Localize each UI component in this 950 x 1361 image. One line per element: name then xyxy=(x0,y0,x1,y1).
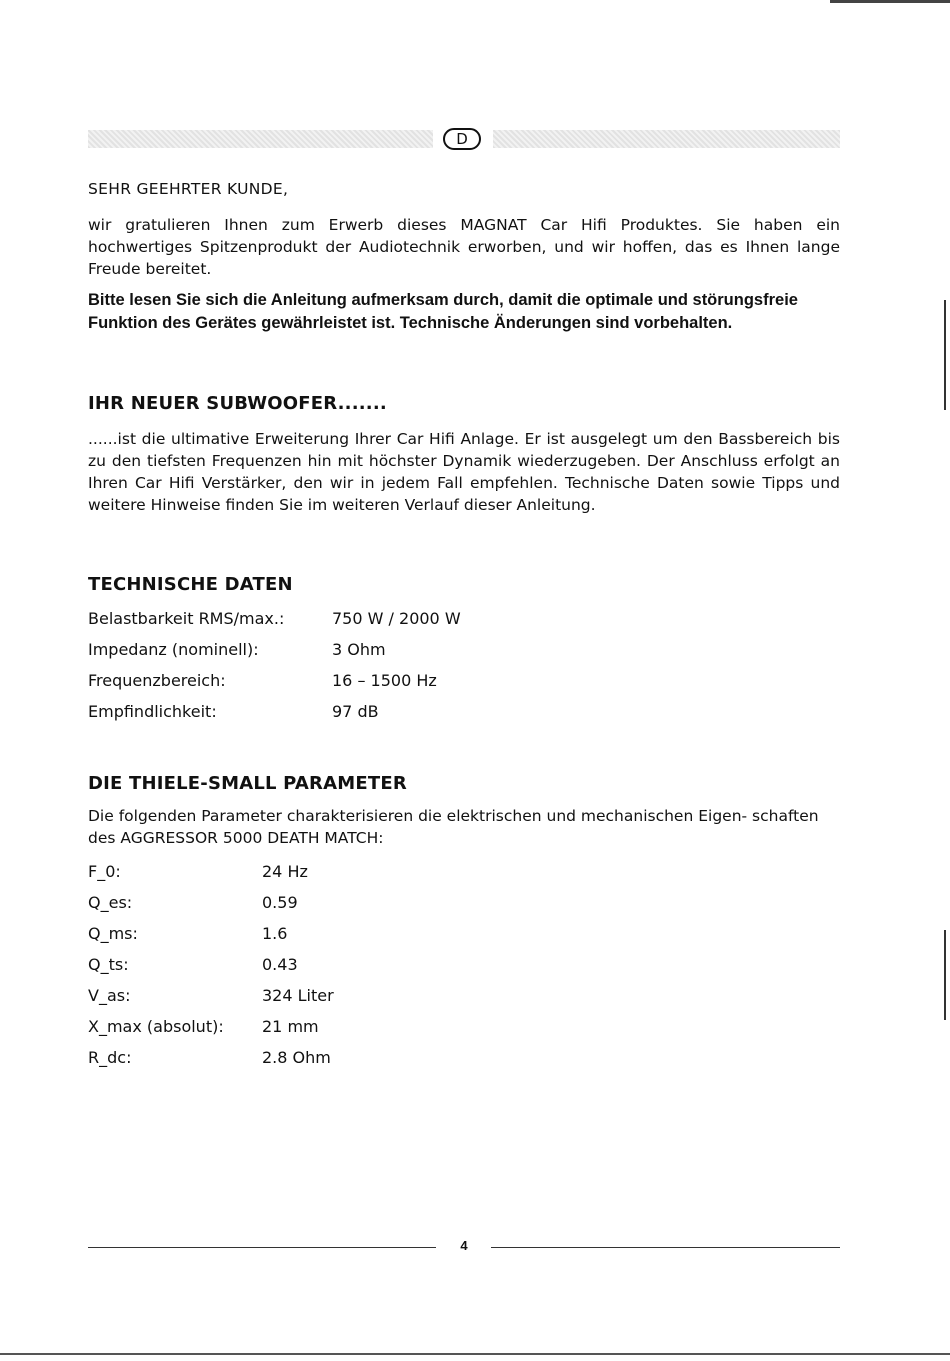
param-value: 21 mm xyxy=(262,1017,319,1036)
header-band-left xyxy=(88,130,433,148)
footer-rule-left xyxy=(88,1247,436,1248)
param-label: R_dc: xyxy=(88,1048,132,1067)
spec-value: 16 – 1500 Hz xyxy=(332,671,437,690)
scan-edge-right xyxy=(944,300,946,410)
scan-edge-bottom xyxy=(0,1353,950,1355)
param-value: 24 Hz xyxy=(262,862,308,881)
param-value: 0.43 xyxy=(262,955,298,974)
page-number: 4 xyxy=(460,1238,468,1253)
section-heading-subwoofer: IHR NEUER SUBWOOFER....... xyxy=(88,393,387,414)
language-badge: D xyxy=(443,128,481,150)
table-row xyxy=(88,887,334,918)
spec-value: 750 W / 2000 W xyxy=(332,609,461,628)
table-row xyxy=(88,949,334,980)
param-label: Q_ms: xyxy=(88,924,138,943)
param-label: Q_es: xyxy=(88,893,133,912)
param-label: Q_ts: xyxy=(88,955,129,974)
table-row xyxy=(88,918,334,949)
footer-rule-right xyxy=(491,1247,840,1248)
param-value: 324 Liter xyxy=(262,986,334,1005)
spec-label: Empfindlichkeit: xyxy=(88,702,217,721)
subwoofer-paragraph: ......ist die ultimative Erweiterung Ihrer Car Hifi Anlage. Er ist ausgelegt um den Bassbereich bis zu den tiefsten Frequenzen hin mit höchster Dynamik wiederzugeben. Der Anschluss erfolgt an Ihren Car Hifi Verstärker, den wir in jedem Fall empfehlen. Technische Daten sowie Tipps und weitere Hinweise finden Sie im weiteren Verlauf dieser Anleitung. xyxy=(88,430,840,514)
technical-data-table xyxy=(88,603,461,727)
param-value: 1.6 xyxy=(262,924,288,943)
spec-value: 3 Ohm xyxy=(332,640,386,659)
page-footer xyxy=(88,1238,840,1258)
param-label: V_as: xyxy=(88,986,131,1005)
table-row xyxy=(88,980,334,1011)
section-heading-technical-data: TECHNISCHE DATEN xyxy=(88,574,293,595)
scan-edge-top xyxy=(830,0,950,3)
thiele-small-intro: Die folgenden Parameter charakterisieren die elektrischen und mechanischen Eigen- schaften des AGGRESSOR 5000 DEATH MATCH: xyxy=(88,807,819,847)
table-row xyxy=(88,665,461,696)
table-row xyxy=(88,1042,334,1073)
param-value: 2.8 Ohm xyxy=(262,1048,331,1067)
table-row xyxy=(88,856,334,887)
header-band-right xyxy=(493,130,840,148)
spec-label: Impedanz (nominell): xyxy=(88,640,259,659)
page-content xyxy=(88,180,840,1073)
spec-label: Belastbarkeit RMS/max.: xyxy=(88,609,285,628)
notice-paragraph: Bitte lesen Sie sich die Anleitung aufmerksam durch, damit die optimale und störungsfreie Funktion des Gerätes gewährleistet ist. Technische Änderungen sind vorbehalten. xyxy=(88,291,798,332)
table-row xyxy=(88,1011,334,1042)
intro-paragraph: wir gratulieren Ihnen zum Erwerb dieses MAGNAT Car Hifi Produktes. Sie haben ein hochwertiges Spitzenprodukt der Audiotechnik erworben, und wir hoffen, das es Ihnen lange Freude bereitet. xyxy=(88,216,840,278)
param-label: F_0: xyxy=(88,862,121,881)
param-label: X_max (absolut): xyxy=(88,1017,224,1036)
table-row xyxy=(88,603,461,634)
param-value: 0.59 xyxy=(262,893,298,912)
table-row xyxy=(88,634,461,665)
section-heading-thiele-small: DIE THIELE-SMALL PARAMETER xyxy=(88,773,407,794)
scan-edge-right-lower xyxy=(944,930,946,1020)
table-row xyxy=(88,696,461,727)
spec-label: Frequenzbereich: xyxy=(88,671,226,690)
spec-value: 97 dB xyxy=(332,702,379,721)
language-header-band xyxy=(88,128,840,150)
greeting: SEHR GEEHRTER KUNDE, xyxy=(88,180,289,198)
thiele-small-table xyxy=(88,856,334,1073)
